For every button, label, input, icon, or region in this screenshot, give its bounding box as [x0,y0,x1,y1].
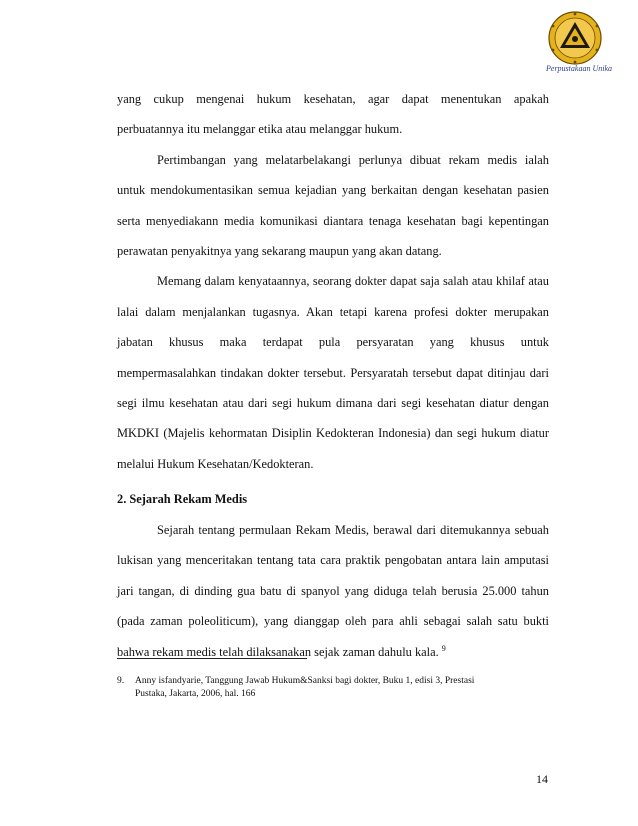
paragraph-line: segi ilmu kesehatan atau dari segi hukum dimana dari segi kesehatan diatur dengan [117,395,549,410]
paragraph-line: (pada zaman poleoliticum), yang dianggap oleh para ahli sebagai salah satu bukti [117,614,549,629]
footnote-text-continued: Pustaka, Jakarta, 2006, hal. 166 [135,689,256,699]
section-heading: 2. Sejarah Rekam Medis [117,492,248,507]
unika-seal-icon [545,10,605,66]
footnote-ref: 9 [441,643,446,653]
paragraph-line: mempermasalahkan tindakan dokter tersebut. Persyaratah tersebut dapat ditinjau dari [117,365,549,380]
paragraph-line: lalai dalam menjalankan tugasnya. Akan tetapi karena profesi dokter merupakan [117,304,549,319]
paragraph-line: serta menyediakann media komunikasi diantara tenaga kesehatan bagi kepentingan [117,213,549,228]
paragraph-line: jabatan khusus maka terdapat pula persyaratan yang khusus untuk [117,335,549,350]
paragraph-line-text: bahwa rekam medis telah dilaksanakan sejak zaman dahulu kala. [117,644,439,659]
paragraph-line: jari tangan, di dinding gua batu di spanyol yang diduga telah berusia 25.000 tahun [117,583,549,598]
footnote-number: 9. [117,676,125,686]
paragraph-line [117,637,549,667]
paragraph-line: MKDKI (Majelis kehormatan Disiplin Kedokteran Indonesia) dan segi hukum diatur [117,426,549,441]
paragraph-line: perawatan penyakitnya yang sekarang maupun yang akan datang. [117,243,442,258]
page-number: 14 [536,772,548,786]
footnote-text: Anny isfandyarie, Tanggung Jawab Hukum&Sanksi bagi dokter, Buku 1, edisi 3, Prestasi [135,676,475,686]
footnote [117,675,537,701]
footnote-line [117,675,537,688]
footnote-divider [117,658,307,659]
library-caption: Perpustakaan Unika [546,64,612,73]
paragraph-line: perbuatannya itu melanggar etika atau melanggar hukum. [117,122,403,137]
paragraph-line: untuk mendokumentasikan semua kejadian yang berkaitan dengan kesehatan pasien [117,183,549,198]
paragraph-line: lukisan yang menceritakan tentang tata cara praktik pengobatan antara lain amputasi [117,553,549,568]
paragraph-line: Sejarah tentang permulaan Rekam Medis, berawal dari ditemukannya sebuah [157,523,549,538]
paragraph-line: Memang dalam kenyataannya, seorang dokter dapat saja salah atau khilaf atau [157,274,549,289]
body-text [117,84,549,667]
paragraph-line: yang cukup mengenai hukum kesehatan, agar dapat menentukan apakah [117,92,549,106]
paragraph-line: Pertimbangan yang melatarbelakangi perlunya dibuat rekam medis ialah [157,152,549,167]
paragraph-line: melalui Hukum Kesehatan/Kedokteran. [117,456,314,471]
